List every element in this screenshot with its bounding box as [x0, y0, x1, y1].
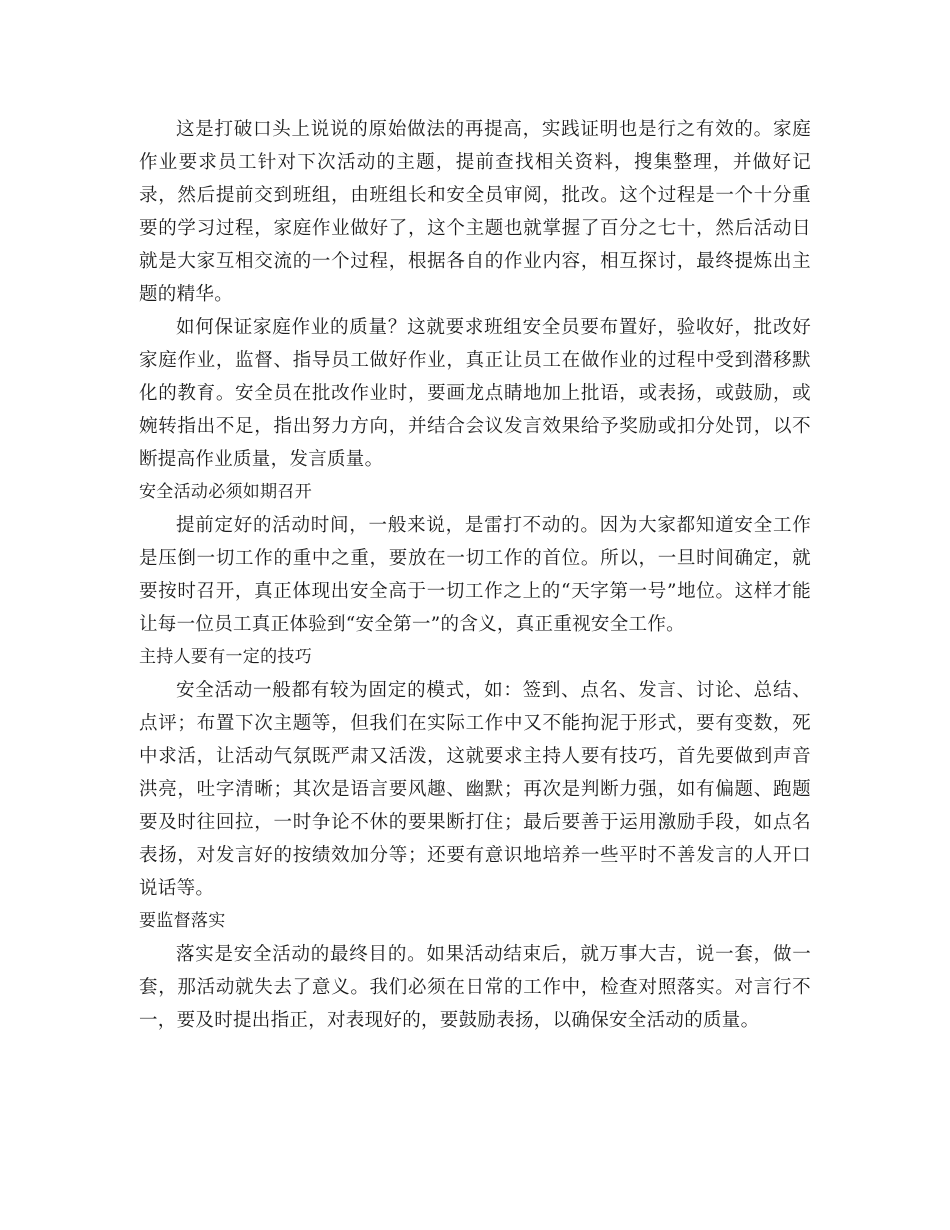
section-heading-on-schedule: 安全活动必须如期召开	[139, 482, 312, 502]
paragraph-homework-quality: 如何保证家庭作业的质量？这就要求班组安全员要布置好，验收好，批改好家庭作业，监督、指导员工做好作业，真正让员工在做作业的过程中受到潜移默化的教育。安全员在批改作业时，要画龙点睛地加上批语，或表扬，或鼓励，或婉转指出不足，指出努力方向，并结合会议发言效果给予奖励或扣分处罚，以不断提高作业质量，发言质量。	[139, 317, 811, 470]
section-heading-supervise: 要监督落实	[139, 911, 226, 931]
document-body	[139, 113, 811, 1037]
paragraph-homework-method: 这是打破口头上说说的原始做法的再提高，实践证明也是行之有效的。家庭作业要求员工针对下次活动的主题，提前查找相关资料，搜集整理，并做好记录，然后提前交到班组，由班组长和安全员审阅，批改。这个过程是一个十分重要的学习过程，家庭作业做好了，这个主题也就掌握了百分之七十，然后活动日就是大家互相交流的一个过程，根据各自的作业内容，相互探讨，最终提炼出主题的精华。	[139, 119, 811, 305]
section-heading-host-skills: 主持人要有一定的技巧	[139, 647, 312, 667]
paragraph-supervise: 落实是安全活动的最终目的。如果活动结束后，就万事大吉，说一套，做一套，那活动就失去了意义。我们必须在日常的工作中，检查对照落实。对言行不一，要及时提出指正，对表现好的，要鼓励表扬，以确保安全活动的质量。	[139, 944, 811, 1031]
paragraph-on-schedule: 提前定好的活动时间，一般来说，是雷打不动的。因为大家都知道安全工作是压倒一切工作的重中之重，要放在一切工作的首位。所以，一旦时间确定，就要按时召开，真正体现出安全高于一切工作之上的“天字第一号”地位。这样才能让每一位员工真正体验到“安全第一”的含义，真正重视安全工作。	[139, 515, 811, 635]
paragraph-host-skills: 安全活动一般都有较为固定的模式，如：签到、点名、发言、讨论、总结、点评；布置下次主题等，但我们在实际工作中又不能拘泥于形式，要有变数，死中求活，让活动气氛既严肃又活泼，这就要求主持人要有技巧，首先要做到声音洪亮，吐字清晰；其次是语言要风趣、幽默；再次是判断力强，如有偏题、跑题要及时往回拉，一时争论不休的要果断打住；最后要善于运用激励手段，如点名表扬，对发言好的按绩效加分等；还要有意识地培养一些平时不善发言的人开口说话等。	[139, 680, 811, 899]
